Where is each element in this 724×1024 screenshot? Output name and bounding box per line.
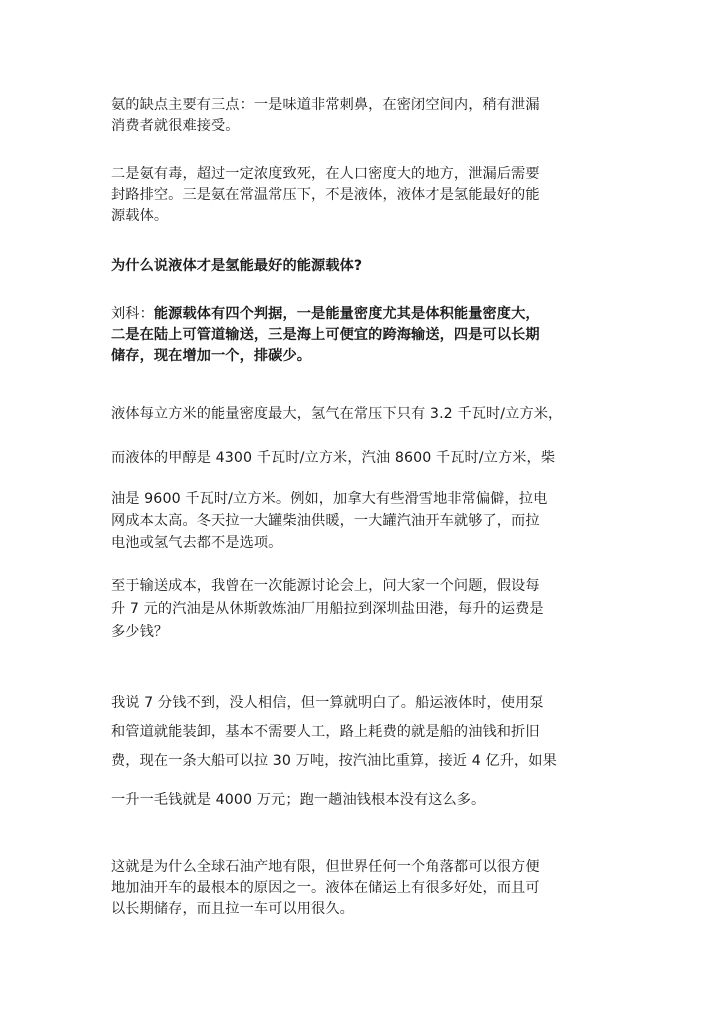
heading-text: 为什么说液体才是氢能最好的能源载体?	[111, 258, 363, 274]
text-line: 这就是为什么全球石油产地有限，但世界任何一个角落都可以很方便	[111, 859, 540, 875]
text-line: 至于输送成本，我曾在一次能源讨论会上，问大家一个问题，假设每	[111, 578, 540, 594]
paragraph-energy-carrier-criteria	[111, 304, 616, 367]
text-line: 储存，现在增加一个，排碳少。	[111, 348, 312, 364]
text-line: 消费者就很难接受。	[111, 118, 240, 134]
paragraph-conclusion	[111, 857, 616, 920]
text-line: 以长期储存，而且拉一车可以用很久。	[111, 901, 354, 917]
text-line: 费，现在一条大船可以拉 30 万吨，按汽油比重算，接近 4 亿升，如果	[111, 753, 557, 769]
text-line: 我说 7 分钱不到，没人相信，但一算就明白了。船运液体时，使用泵	[111, 695, 544, 711]
text-line: 升 7 元的汽油是从休斯敦炼油厂用船拉到深圳盐田港，每升的运费是	[111, 601, 544, 617]
text-line: 网成本太高。冬天拉一大罐柴油供暖，一大罐汽油开车就够了，而拉	[111, 513, 540, 529]
paragraph-shipping-explanation	[111, 689, 616, 815]
bold-text: 能源载体有四个判据，一是能量密度尤其是体积能量密度大，	[153, 306, 540, 322]
text-line: 二是在陆上可管道输送，三是海上可便宜的跨海输送，四是可以长期	[111, 327, 540, 343]
text-line: 电池或氢气去都不是选项。	[111, 535, 283, 551]
text-line: 二是氨有毒，超过一定浓度致死，在人口密度大的地方，泄漏后需要	[111, 166, 540, 182]
text-line: 多少钱？	[111, 624, 169, 640]
text-line: 而液体的甲醇是 4300 千瓦时/立方米，汽油 8600 千瓦时/立方米，柴	[111, 450, 556, 466]
text-line: 封路排空。三是氨在常温常压下，不是液体，液体才是氢能最好的能	[111, 187, 540, 203]
text-line	[111, 304, 616, 325]
speaker-label: 刘科：	[111, 306, 154, 322]
text-line: 地加油开车的最根本的原因之一。液体在储运上有很多好处，而且可	[111, 880, 540, 896]
text-line: 液体每立方米的能量密度最大，氢气在常压下只有 3.2 千瓦时/立方米，	[111, 406, 563, 422]
paragraph-transport-cost	[111, 575, 616, 644]
text-line: 氨的缺点主要有三点：一是味道非常刺鼻，在密闭空间内，稍有泄漏	[111, 97, 540, 113]
text-line: 源载体。	[111, 208, 169, 224]
paragraph-ammonia-toxicity	[111, 164, 616, 227]
text-line: 油是 9600 千瓦时/立方米。例如，加拿大有些滑雪地非常偏僻，拉电	[111, 491, 548, 507]
text-line: 和管道就能装卸，基本不需要人工，路上耗费的就是船的油钱和折旧	[111, 724, 540, 740]
text-line: 一升一毛钱就是 4000 万元；跑一趟油钱根本没有这么多。	[111, 792, 486, 808]
paragraph-energy-density	[111, 403, 616, 554]
section-heading	[111, 256, 616, 277]
paragraph-ammonia-drawbacks	[111, 95, 616, 137]
